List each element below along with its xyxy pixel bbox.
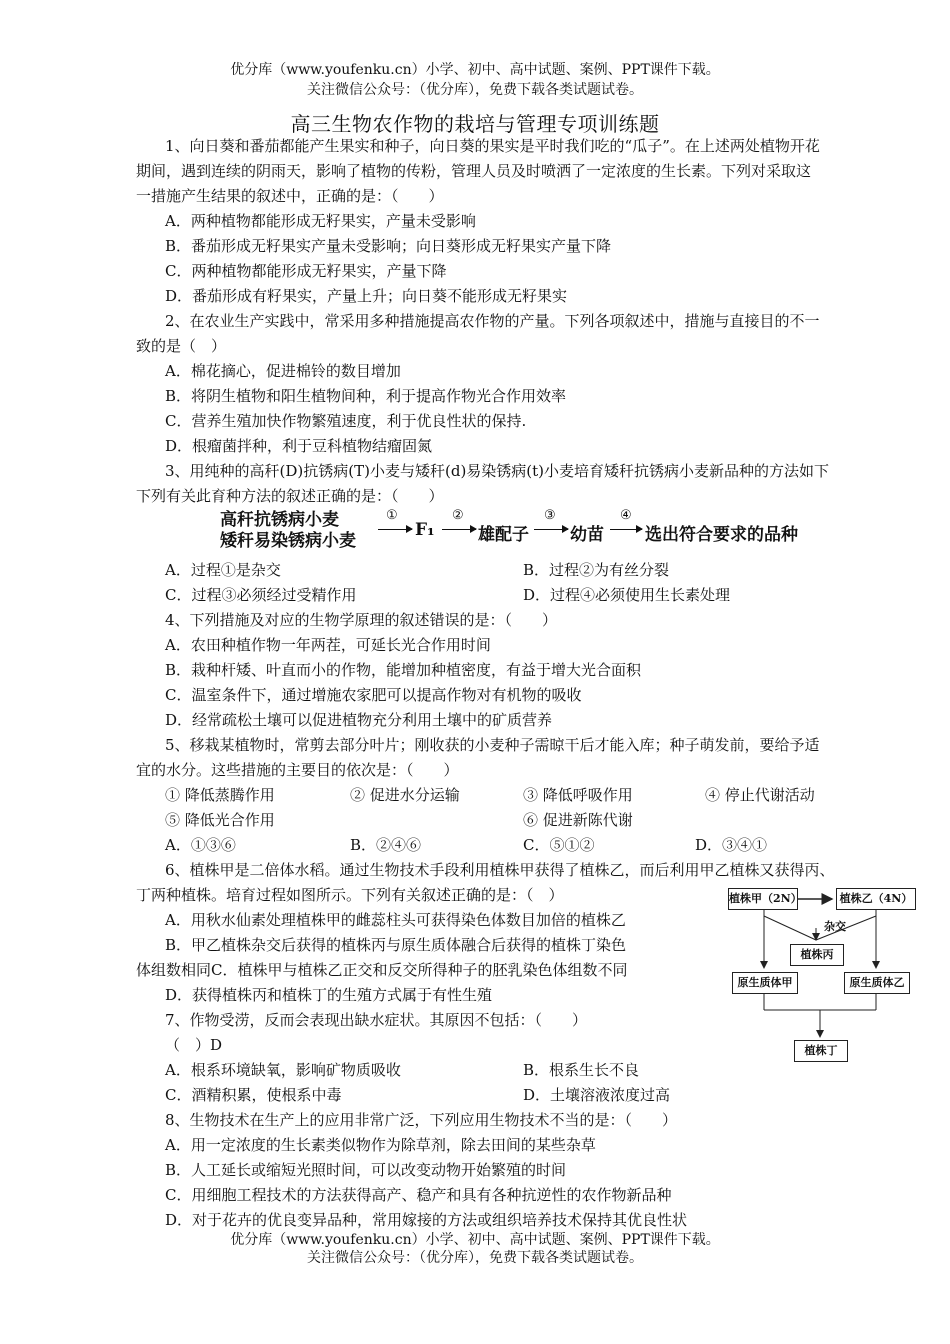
plant-breeding-diagram — [728, 880, 928, 1065]
diagram-protoplast-yi: 原生质体乙 — [844, 972, 910, 994]
q8-option-d: D．对于花卉的优良变异品种，常用嫁接的方法或组织培养技术保持其优良性状 — [165, 1211, 688, 1229]
q5-stem-line-2: 宜的水分。这些措施的主要目的依次是：（ ） — [136, 761, 459, 779]
q3-option-b: B．过程②为有丝分裂 — [523, 561, 670, 579]
q6-option-b-line-2: 体组数相同C．植株甲与植株乙正交和反交所得种子的胚乳染色体组数不同 — [136, 961, 628, 979]
q5-item-6: ⑥ 促进新陈代谢 — [523, 811, 633, 829]
q5-item-4: ④ 停止代谢活动 — [705, 786, 815, 804]
q5-option-d: D．③④① — [695, 836, 768, 854]
diagram-plant-yi: 植株乙（4N） — [836, 888, 916, 910]
diagram-plant-bing: 植株丙 — [790, 944, 844, 966]
diagram-plant-jia: 植株甲（2N） — [728, 888, 798, 910]
q2-option-a: A．棉花摘心，促进棉铃的数目增加 — [165, 362, 401, 380]
q5-item-1: ① 降低蒸腾作用 — [165, 786, 275, 804]
diagram-protoplast-jia: 原生质体甲 — [732, 972, 798, 994]
breeding-flow-diagram — [220, 510, 840, 556]
q6-option-b-line-1: B．甲乙植株杂交后获得的植株丙与原生质体融合后获得的植株丁染色 — [165, 936, 627, 954]
q5-item-2: ② 促进水分运输 — [350, 786, 460, 804]
flow-arrow-1 — [378, 529, 412, 530]
diagram-cross-label: 杂交 — [824, 920, 846, 933]
q7-option-a: A．根系环境缺氧，影响矿物质吸收 — [165, 1061, 401, 1079]
flow-step-2-number: ② — [452, 508, 464, 523]
q2-stem-line-2: 致的是（ ） — [136, 337, 227, 355]
q6-option-d: D．获得植株丙和植株丁的生殖方式属于有性生殖 — [165, 986, 493, 1004]
q7-option-c: C．酒精积累，使根系中毒 — [165, 1086, 342, 1104]
q5-item-3: ③ 降低呼吸作用 — [523, 786, 633, 804]
q4-option-d: D．经常疏松土壤可以促进植物充分利用土壤中的矿质营养 — [165, 711, 553, 729]
q4-stem: 4、下列措施及对应的生物学原理的叙述错误的是：（ ） — [165, 611, 558, 629]
q4-option-b: B．栽种杆矮、叶直而小的作物，能增加种植密度，有益于增大光合面积 — [165, 661, 642, 679]
q1-option-a: A．两种植物都能形成无籽果实，产量未受影响 — [165, 212, 476, 230]
q8-option-b: B．人工延长或缩短光照时间，可以改变动物开始繁殖的时间 — [165, 1161, 567, 1179]
q1-option-b: B．番茄形成无籽果实产量未受影响；向日葵形成无籽果实产量下降 — [165, 237, 612, 255]
q2-option-b: B．将阴生植物和阳生植物间种，利于提高作物光合作用效率 — [165, 387, 567, 405]
flow-step-4-number: ④ — [620, 508, 632, 523]
q5-item-5: ⑤ 降低光合作用 — [165, 811, 275, 829]
diagram-plant-ding: 植株丁 — [794, 1040, 848, 1062]
q3-option-a: A．过程①是杂交 — [165, 561, 281, 579]
flow-f1: F₁ — [415, 520, 435, 540]
q4-option-a: A．农田种植作物一年两茬，可延长光合作用时间 — [165, 636, 491, 654]
q1-option-d: D．番茄形成有籽果实，产量上升；向日葵不能形成无籽果实 — [165, 287, 568, 305]
q5-stem-line-1: 5、移栽某植物时，常剪去部分叶片；刚收获的小麦种子需晾干后才能入库；种子萌发前，要给予适 — [165, 736, 820, 754]
q8-option-c: C．用细胞工程技术的方法获得高产、稳产和具有各种抗逆性的农作物新品种 — [165, 1186, 672, 1204]
flow-result: 选出符合要求的品种 — [645, 525, 798, 545]
q5-option-c: C．⑤①② — [523, 836, 595, 854]
q7-stem: 7、作物受涝，反而会表现出缺水症状。其原因不包括：（ ） — [165, 1011, 588, 1029]
q3-stem-line-1: 3、用纯种的高秆(D)抗锈病(T)小麦与矮秆(d)易染锈病(t)小麦培育矮秆抗锈病小麦新品种的方法如下 — [165, 462, 830, 480]
q6-option-a: A．用秋水仙素处理植株甲的雌蕊柱头可获得染色体数目加倍的植株乙 — [165, 911, 626, 929]
q7-option-d: D．土壤溶液浓度过高 — [523, 1086, 671, 1104]
q1-option-c: C．两种植物都能形成无籽果实，产量下降 — [165, 262, 447, 280]
q4-option-c: C．温室条件下，通过增施农家肥可以提高作物对有机物的吸收 — [165, 686, 582, 704]
flow-parent-1: 高秆抗锈病小麦 — [220, 510, 339, 530]
header-line-2: 关注微信公众号：（优分库），免费下载各类试题试卷。 — [307, 82, 643, 98]
q2-option-c: C．营养生殖加快作物繁殖速度，利于优良性状的保持. — [165, 412, 527, 430]
q7-option-b: B．根系生长不良 — [523, 1061, 640, 1079]
q3-option-d: D．过程④必须使用生长素处理 — [523, 586, 731, 604]
q6-stem-line-1: 6、植株甲是二倍体水稻。通过生物技术手段利用植株甲获得了植株乙，而后利用甲乙植株又获得丙、 — [165, 861, 835, 879]
flow-gamete: 雄配子 — [478, 525, 529, 545]
q1-stem-line-2: 期间，遇到连续的阴雨天，影响了植物的传粉，管理人员及时喷洒了一定浓度的生长素。下列对采取这 — [136, 162, 812, 180]
flow-parent-2: 矮秆易染锈病小麦 — [220, 531, 356, 551]
flow-step-3-number: ③ — [544, 508, 556, 523]
footer-line-1: 优分库（www.youfenku.cn）小学、初中、高中试题、案例、PPT课件下载。 — [230, 1232, 720, 1248]
flow-arrow-4 — [610, 529, 642, 530]
q2-option-d: D．根瘤菌拌种，利于豆科植物结瘤固氮 — [165, 437, 433, 455]
flow-parents — [220, 510, 356, 552]
q3-option-c: C．过程③必须经过受精作用 — [165, 586, 357, 604]
q8-stem: 8、生物技术在生产上的应用非常广泛，下列应用生物技术不当的是：（ ） — [165, 1111, 678, 1129]
q1-stem-line-1: 1、向日葵和番茄都能产生果实和种子，向日葵的果实是平时我们吃的“瓜子”。在上述两处植物开花 — [165, 137, 820, 155]
footer-line-2: 关注微信公众号：（优分库），免费下载各类试题试卷。 — [307, 1250, 643, 1266]
flow-step-1-number: ① — [386, 508, 398, 523]
q1-stem-line-3: 一措施产生结果的叙述中，正确的是：（ ） — [136, 187, 444, 205]
page-title: 高三生物农作物的栽培与管理专项训练题 — [290, 112, 660, 136]
q3-stem-line-2: 下列有关此育种方法的叙述正确的是：（ ） — [136, 487, 444, 505]
q2-stem-line-1: 2、在农业生产实践中，常采用多种措施提高农作物的产量。下列各项叙述中，措施与直接目的不一 — [165, 312, 820, 330]
q6-stem-line-2: 丁两种植株。培育过程如图所示。下列有关叙述正确的是：（ ） — [136, 886, 564, 904]
q5-option-b: B．②④⑥ — [350, 836, 422, 854]
flow-arrow-2 — [442, 529, 476, 530]
q5-option-a: A．①③⑥ — [165, 836, 236, 854]
q8-option-a: A．用一定浓度的生长素类似物作为除草剂，除去田间的某些杂草 — [165, 1136, 596, 1154]
flow-arrow-3 — [534, 529, 568, 530]
q7-answer: （ ）D — [165, 1036, 223, 1054]
header-line-1: 优分库（www.youfenku.cn）小学、初中、高中试题、案例、PPT课件下载。 — [230, 62, 720, 78]
flow-seedling: 幼苗 — [570, 525, 604, 545]
